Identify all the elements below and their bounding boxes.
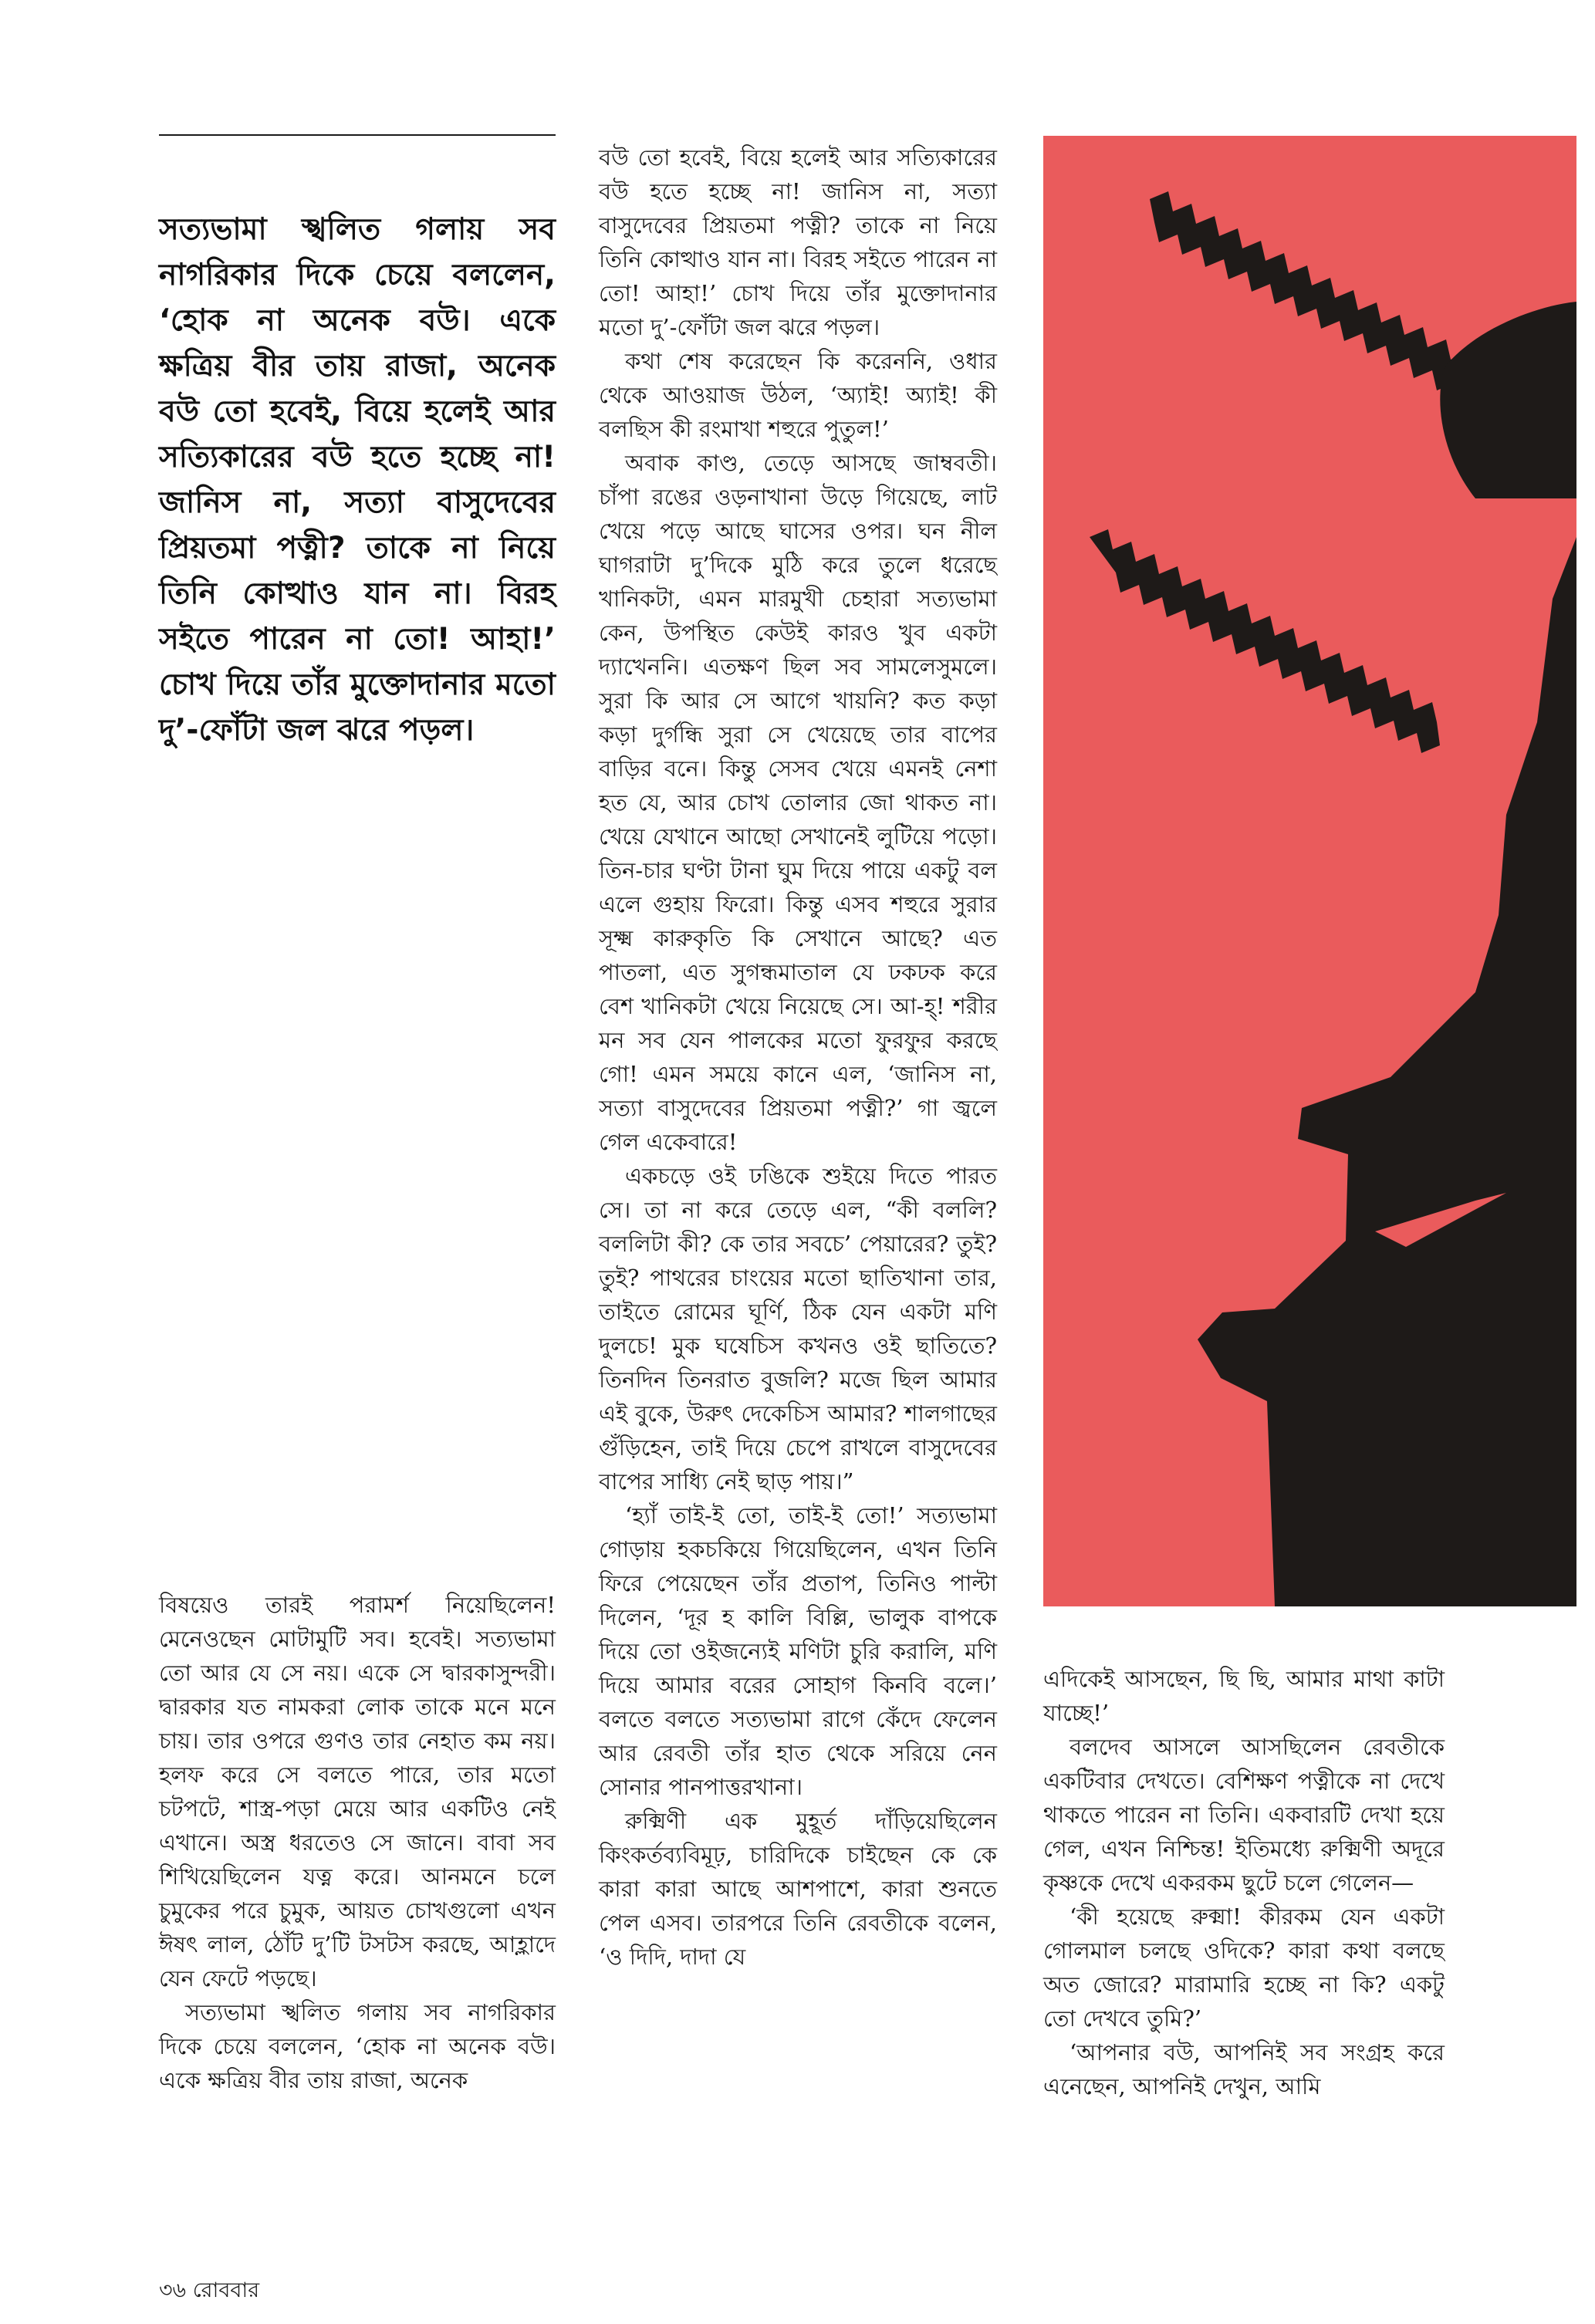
paragraph: একচড়ে ওই ঢঙিকে শুইয়ে দিতে পারত সে। তা না করে তেড়ে এল, “কী বললি? বললিটা কী? কে তার সবচে’ পেয়ারের? তুই? তুই? পাথরের চাংয়ের মতো ছাতিখানা তার, তাইতে রোমের ঘূর্ণি, ঠিক যেন একটা মণি দুলচে! মুক ঘষেচিস কখনও ওই ছাতিতে? তিনদিন তিনরাত বুজলি? মজে ছিল আমার এই বুকে, উরুৎ দেকেচিস আমার? শালগাছের গুঁড়িহেন, তাই দিয়ে চেপে রাখলে বাসুদেবের বাপের সাধ্যি নেই ছাড় পায়।”: [599, 1163, 997, 1495]
paragraph: রুক্মিণী এক মুহূর্ত দাঁড়িয়েছিলেন কিংকর্তব্যবিমূঢ়, চারিদিকে চাইছেন কে কে কারা কারা আছে আশপাশে, কারা শুনতে পেল এসব। তারপরে তিনি রেবতীকে বলেন, ‘ও দিদি, দাদা যে: [599, 1808, 997, 1970]
paragraph: কথা শেষ করেছেন কি করেননি, ওধার থেকে আওয়াজ উঠল, ‘অ্যাই! অ্যাই! কী বলছিস কী রংমাখা শহুরে পুতুল!’: [599, 348, 997, 442]
papercut-art: [1043, 136, 1576, 1606]
text-column-1: [159, 1588, 556, 2097]
paragraph: ‘হ্যাঁ তাই-ই তো, তাই-ই তো!’ সত্যভামা গোড়ায় হকচকিয়ে গিয়েছিলেন, এখন তিনি ফিরে পেয়েছেন তাঁর প্রতাপ, তিনিও পাল্টা দিলেন, ‘দূর হ কালি বিল্লি, ভালুক বাপকে দিয়ে তো ওইজন্যেই মণিটা চুরি করালি, মণি দিয়ে আমার বরের সোহাগ কিনবি বলে।’ বলতে বলতে সত্যভামা রাগে কেঁদে ফেলেন আর রেবতী তাঁর হাত থেকে সরিয়ে নেন সোনার পানপাত্তরখানা।: [599, 1502, 997, 1800]
papercut-illustration: [1043, 136, 1576, 1606]
paragraph: ‘আপনার বউ, আপনিই সব সংগ্রহ করে এনেছেন, আপনিই দেখুন, আমি: [1043, 2039, 1445, 2099]
paragraph: এদিকেই আসছেন, ছি ছি, আমার মাথা কাটা যাচ্ছে!’: [1043, 1666, 1445, 1726]
pull-quote: সত্যভামা স্খলিত গলায় সব নাগরিকার দিকে চেয়ে বললেন, ‘হোক না অনেক বউ। একে ক্ষত্রিয় বীর তায় রাজা, অনেক বউ তো হবেই, বিয়ে হলেই আর সত্যিকারের বউ হতে হচ্ছে না! জানিস না, সত্যা বাসুদেবের প্রিয়তমা পত্নী? তাকে না নিয়ে তিনি কোত্থাও যান না। বিরহ সইতে পারেন না তো! আহা!’ চোখ দিয়ে তাঁর মুক্তোদানার মতো দু’-ফোঁটা জল ঝরে পড়ল।: [159, 212, 556, 748]
text-column-2: [599, 140, 997, 1974]
paragraph: বলদেব আসলে আসছিলেন রেবতীকে একটিবার দেখতে। বেশিক্ষণ পত্নীকে না দেখে থাকতে পারেন না তিনি। একবারটি দেখা হয়ে গেল, এখন নিশ্চিন্ত! ইতিমধ্যে রুক্মিণী অদূরে কৃষ্ণকে দেখে একরকম ছুটে চলে গেলেন—: [1043, 1734, 1445, 1896]
paragraph: বউ তো হবেই, বিয়ে হলেই আর সত্যিকারের বউ হতে হচ্ছে না! জানিস না, সত্যা বাসুদেবের প্রিয়তমা পত্নী? তাকে না নিয়ে তিনি কোত্থাও যান না। বিরহ সইতে পারেন না তো! আহা!’ চোখ দিয়ে তাঁর মুক্তোদানার মতো দু’-ফোঁটা জল ঝরে পড়ল।: [599, 144, 997, 340]
paragraph: বিষয়েও তারই পরামর্শ নিয়েছিলেন! মেনেওছেন মোটামুটি সব। হবেই। সত্যভামা তো আর যে সে নয়। একে সে দ্বারকাসুন্দরী। দ্বারকার যত নামকরা লোক তাকে মনে মনে চায়। তার ওপরে গুণও তার নেহাত কম নয়। হলফ করে সে বলতে পারে, তার মতো চটপটে, শাস্ত্র-পড়া মেয়ে আর একটিও নেই এখানে। অস্ত্র ধরতেও সে জানে। বাবা সব শিখিয়েছিলেন যত্ন করে। আনমনে চলে চুমুকের পরে চুমুক, আয়ত চোখগুলো এখন ঈষৎ লাল, ঠোঁট দু’টি টসটস করছে, আহ্লাদে যেন ফেটে পড়ছে।: [159, 1592, 556, 1991]
paragraph: সত্যভামা স্খলিত গলায় সব নাগরিকার দিকে চেয়ে বললেন, ‘হোক না অনেক বউ। একে ক্ষত্রিয় বীর তায় রাজা, অনেক: [159, 1999, 556, 2093]
page-folio: ৩৬ রোববার: [159, 2278, 260, 2302]
top-rule: [159, 134, 556, 136]
text-column-3: [1043, 1662, 1445, 2103]
paragraph: অবাক কাণ্ড, তেড়ে আসছে জাম্ববতী। চাঁপা রঙের ওড়নাখানা উড়ে গিয়েছে, লাট খেয়ে পড়ে আছে ঘাসের ওপর। ঘন নীল ঘাগরাটা দু’দিকে মুঠি করে তুলে ধরেছে খানিকটা, এমন মারমুখী চেহারা সত্যভামা কেন, উপস্থিত কেউই কারও খুব একটা দ্যাখেননি। এতক্ষণ ছিল সব সামলেসুমলে। সুরা কি আর সে আগে খায়নি? কত কড়া কড়া দুর্গন্ধি সুরা সে খেয়েছে তার বাপের বাড়ির বনে। কিন্তু সেসব খেয়ে এমনই নেশা হত যে, আর চোখ তোলার জো থাকত না। খেয়ে যেখানে আছো সেখানেই লুটিয়ে পড়ো। তিন-চার ঘণ্টা টানা ঘুম দিয়ে পায়ে একটু বল এলে গুহায় ফিরো। কিন্তু এসব শহুরে সুরার সূক্ষ্ম কারুকৃতি কি সেখানে আছে? এত পাতলা, এত সুগন্ধমাতাল যে ঢকঢক করে বেশ খানিকটা খেয়ে নিয়েছে সে। আ-হ্! শরীর মন সব যেন পালকের মতো ফুরফুর করছে গো! এমন সময়ে কানে এল, ‘জানিস না, সত্যা বাসুদেবের প্রিয়তমা পত্নী?’ গা জ্বলে গেল একেবারে!: [599, 450, 997, 1155]
paragraph: ‘কী হয়েছে রুক্মা! কীরকম যেন একটা গোলমাল চলছে ওদিকে? কারা কথা বলছে অত জোরে? মারামারি হচ্ছে না কি? একটু তো দেখবে তুমি?’: [1043, 1903, 1445, 2032]
